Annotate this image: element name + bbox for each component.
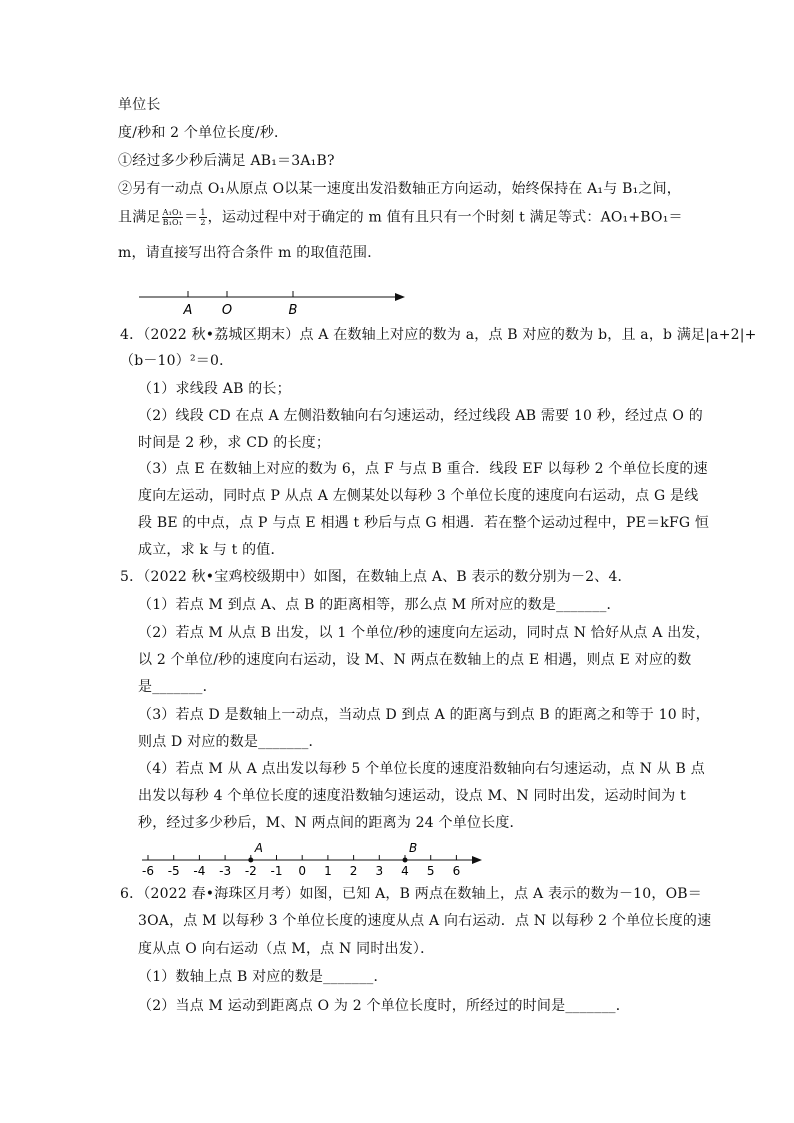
tick-label: 6	[452, 864, 461, 878]
fraction	[162, 208, 184, 227]
text-line: （3）点 E 在数轴上对应的数为 6，点 F 与点 B 重合．线段 EF 以每秒 2 个单位长度的速	[138, 461, 708, 477]
axis-arrow	[472, 856, 482, 864]
text-line: （1）数轴上点 B 对应的数是_______．	[138, 969, 388, 985]
text-line: 秒，经过多少秒后，M、N 两点间的距离为 24 个单位长度．	[138, 815, 524, 831]
text-line: （2）当点 M 运动到距离点 O 为 2 个单位长度时，所经过的时间是_______．	[138, 998, 630, 1014]
text-line: （b－10）²＝0．	[120, 353, 234, 369]
axis-arrow	[395, 293, 405, 301]
text-line: m，请直接写出符合条件 m 的取值范围．	[118, 245, 382, 261]
tick-label: -4	[193, 864, 206, 878]
text-line: （1）求线段 AB 的长；	[138, 381, 291, 397]
text-line: 段 BE 的中点，点 P 与点 E 相遇 t 秒后与点 G 相遇．若在整个运动过程中，PE＝kFG 恒	[138, 515, 710, 531]
text-line: ②另有一动点 O₁从原点 O以某一速度出发沿数轴正方向运动，始终保持在 A₁与 B₁之间，	[118, 181, 681, 197]
point-marker	[248, 858, 253, 863]
fraction-denominator: B₁O₁	[162, 218, 183, 227]
text-line: （2）若点 M 从点 B 出发，以 1 个单位/秒的速度向左运动，同时点 N 恰好从点 A 出发，	[138, 625, 710, 641]
fraction	[199, 208, 206, 227]
point-label-a: A	[183, 303, 193, 318]
text-fragment: ＝	[184, 209, 199, 226]
tick-label: 2	[349, 864, 358, 878]
text-line: （3）若点 D 是数轴上一动点，当动点 D 到点 A 的距离与到点 B 的距离之和等于 10 时，	[138, 707, 710, 723]
point-label-o: O	[221, 303, 233, 318]
text-line: 度/秒和 2 个单位长度/秒．	[118, 125, 289, 141]
tick-label: 5	[426, 864, 435, 878]
text-line: 出发以每秒 4 个单位长度的速度沿数轴匀速运动，设点 M、N 同时出发，运动时间为 t	[138, 788, 686, 804]
point-label-b: B	[288, 303, 298, 318]
text-line: 度向左运动，同时点 P 从点 A 左侧某处以每秒 3 个单位长度的速度向右运动，点 G 是线	[138, 488, 699, 504]
text-line: 时间是 2 秒，求 CD 的长度；	[138, 435, 331, 451]
point-label: A	[254, 841, 264, 855]
tick-label: -3	[219, 864, 232, 878]
text-fragment: 且满足	[118, 209, 161, 226]
point-marker	[403, 858, 408, 863]
tick-label: 0	[298, 864, 307, 878]
tick-label: -2	[244, 864, 257, 878]
text-line: （4）若点 M 从 A 点出发以每秒 5 个单位长度的速度沿数轴向右匀速运动，点 N 从 B 点	[138, 761, 705, 777]
tick-label: 3	[375, 864, 384, 878]
tick-label: 1	[324, 864, 332, 878]
text-line: ①经过多少秒后满足 AB₁＝3A₁B?	[118, 153, 335, 169]
text-line: 单位长	[118, 97, 161, 113]
text-line-with-fraction	[118, 208, 683, 227]
number-line-figure-2	[138, 838, 488, 878]
text-line: 则点 D 对应的数是_______．	[138, 734, 323, 750]
fraction-denominator: 2	[200, 218, 206, 227]
tick-label: -6	[142, 864, 154, 878]
text-line: 度从点 O 向右运动（点 M，点 N 同时出发）．	[138, 941, 435, 957]
question-6-text: 6．（2022 春•海珠区月考）如图，已知 A，B 两点在数轴上，点 A 表示的数为－10，OB＝	[120, 886, 702, 902]
text-line: （1）若点 M 到点 A、点 B 的距离相等，那么点 M 所对应的数是_______．	[138, 597, 621, 613]
question-5-text: 5．（2022 秋•宝鸡校级期中）如图，在数轴上点 A、B 表示的数分别为－2、4．	[120, 569, 632, 585]
text-fragment: ，运动过程中对于确定的 m 值有且只有一个时刻 t 满足等式：AO₁+BO₁＝	[207, 209, 683, 226]
text-line: 成立，求 k 与 t 的值．	[138, 542, 285, 558]
tick-label: -5	[167, 864, 180, 878]
fraction-numerator: A₁O₁	[162, 208, 183, 217]
tick-label: 4	[401, 864, 409, 878]
point-label: B	[409, 841, 418, 855]
text-line: 以 2 个单位/秒的速度向右运动，设 M、N 两点在数轴上的点 E 相遇，则点 E 对应的数	[138, 652, 692, 668]
text-line: （2）线段 CD 在点 A 左侧沿数轴向右匀速运动，经过线段 AB 需要 10 秒，经过点 O 的	[138, 408, 703, 424]
tick-label: -1	[270, 864, 283, 878]
number-line-figure-1	[135, 285, 415, 321]
question-4-text: 4．（2022 秋•荔城区期末）点 A 在数轴上对应的数为 a，点 B 对应的数为 b，且 a，b 满足|a+2|+	[120, 327, 757, 343]
fraction-numerator: 1	[200, 208, 206, 217]
text-line: 是_______．	[138, 679, 217, 695]
text-line: 3OA，点 M 以每秒 3 个单位长度的速度从点 A 向右运动．点 N 以每秒 2 个单位长度的速	[138, 913, 712, 929]
